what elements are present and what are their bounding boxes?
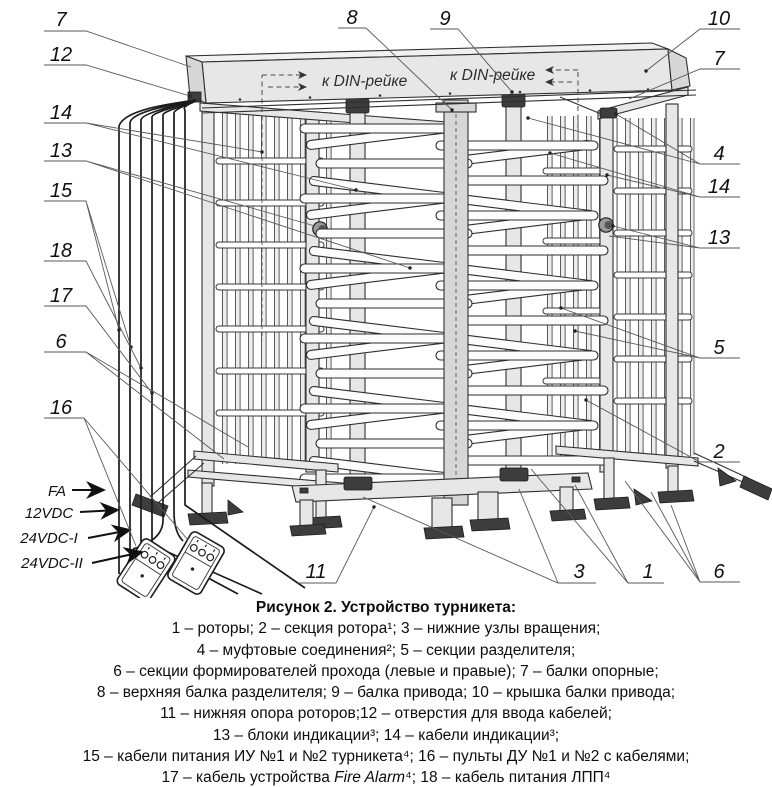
- right-outer-post: [666, 104, 678, 468]
- svg-text:9: 9: [439, 8, 451, 30]
- passage-former-section-right: [614, 118, 694, 456]
- caption-line-7: 15 – кабели питания ИУ №1 и №2 турникета⁴; 16 – пульты ДУ №1 и №2 с кабелями;: [82, 748, 690, 766]
- svg-text:13: 13: [49, 140, 73, 162]
- right-mid-post: [600, 110, 613, 472]
- svg-text:15: 15: [49, 180, 73, 202]
- caption-line-8-pre: 17 – кабель устройства: [161, 769, 335, 787]
- callout-6-left: [44, 331, 248, 459]
- svg-text:16: 16: [49, 397, 73, 419]
- svg-text:14: 14: [49, 102, 73, 124]
- caption-line-1: 1 – роторы; 2 – секция ротора¹; 3 – нижние узлы вращения;: [171, 620, 601, 638]
- 24vdc1-arrow: [88, 530, 130, 538]
- 12vdc-arrow: [80, 510, 118, 512]
- bottom-rotation-unit-right: [500, 468, 528, 481]
- drive-beam-right-cap: [668, 49, 690, 90]
- caption-line-2: 4 – муфтовые соединения²; 5 – секции разделителя;: [196, 641, 576, 659]
- caption-line-5: 11 – нижняя опора роторов;12 – отверстия для ввода кабелей;: [160, 705, 612, 723]
- svg-text:6: 6: [55, 331, 67, 353]
- svg-text:7: 7: [55, 9, 67, 31]
- svg-text:18: 18: [49, 240, 73, 262]
- callout-12: [44, 44, 192, 98]
- indication-block-right: [599, 218, 613, 232]
- remote-control-1: [115, 537, 176, 598]
- caption-line-6: 13 – блоки индикации³; 14 – кабели индикации³;: [212, 726, 560, 744]
- svg-text:11: 11: [305, 561, 327, 583]
- cable-label-fa: FA: [47, 483, 67, 500]
- svg-text:12: 12: [49, 44, 73, 66]
- caption-line-8: [0, 767, 772, 787]
- svg-text:2: 2: [713, 441, 725, 463]
- caption-line-8-post: ⁴; 18 – кабель питания ЛПП⁴: [405, 769, 611, 787]
- svg-text:5: 5: [713, 337, 725, 359]
- cable-label-24vdc-1: 24VDC-I: [20, 530, 78, 547]
- cable-label-24vdc-2: 24VDC-II: [21, 555, 83, 572]
- caption-line-3: 6 – секции формирователей прохода (левые и правые); 7 – балки опорные;: [113, 662, 659, 680]
- left-outer-post: [202, 106, 214, 486]
- din-rail-label-left: к DIN-рейке: [322, 73, 408, 90]
- svg-text:8: 8: [346, 7, 358, 29]
- svg-text:3: 3: [573, 561, 585, 583]
- din-rail-label-right: к DIN-рейке: [450, 67, 536, 84]
- coupling-post: [600, 108, 617, 118]
- svg-text:4: 4: [713, 143, 725, 165]
- caption-line-8-fire-alarm: Fire Alarm: [334, 769, 406, 787]
- figure-caption: [0, 597, 772, 787]
- caption-line-4: 8 – верхняя балка разделителя; 9 – балка привода; 10 – крышка балки привода;: [96, 684, 676, 702]
- svg-text:10: 10: [707, 8, 731, 30]
- cable-label-12vdc: 12VDC: [24, 505, 74, 522]
- svg-text:6: 6: [713, 561, 725, 583]
- svg-text:17: 17: [49, 285, 73, 307]
- svg-text:13: 13: [707, 227, 731, 249]
- remote-control-2: [166, 530, 226, 596]
- svg-text:14: 14: [707, 176, 731, 198]
- callout-16: [44, 397, 188, 546]
- bottom-rotation-unit-left: [344, 477, 372, 490]
- coupling-left: [346, 99, 369, 113]
- svg-text:1: 1: [642, 561, 654, 583]
- svg-text:7: 7: [713, 48, 725, 70]
- figure-caption-title: Рисунок 2. Устройство турникета:: [255, 599, 517, 616]
- power-cable-labels: [19, 483, 142, 572]
